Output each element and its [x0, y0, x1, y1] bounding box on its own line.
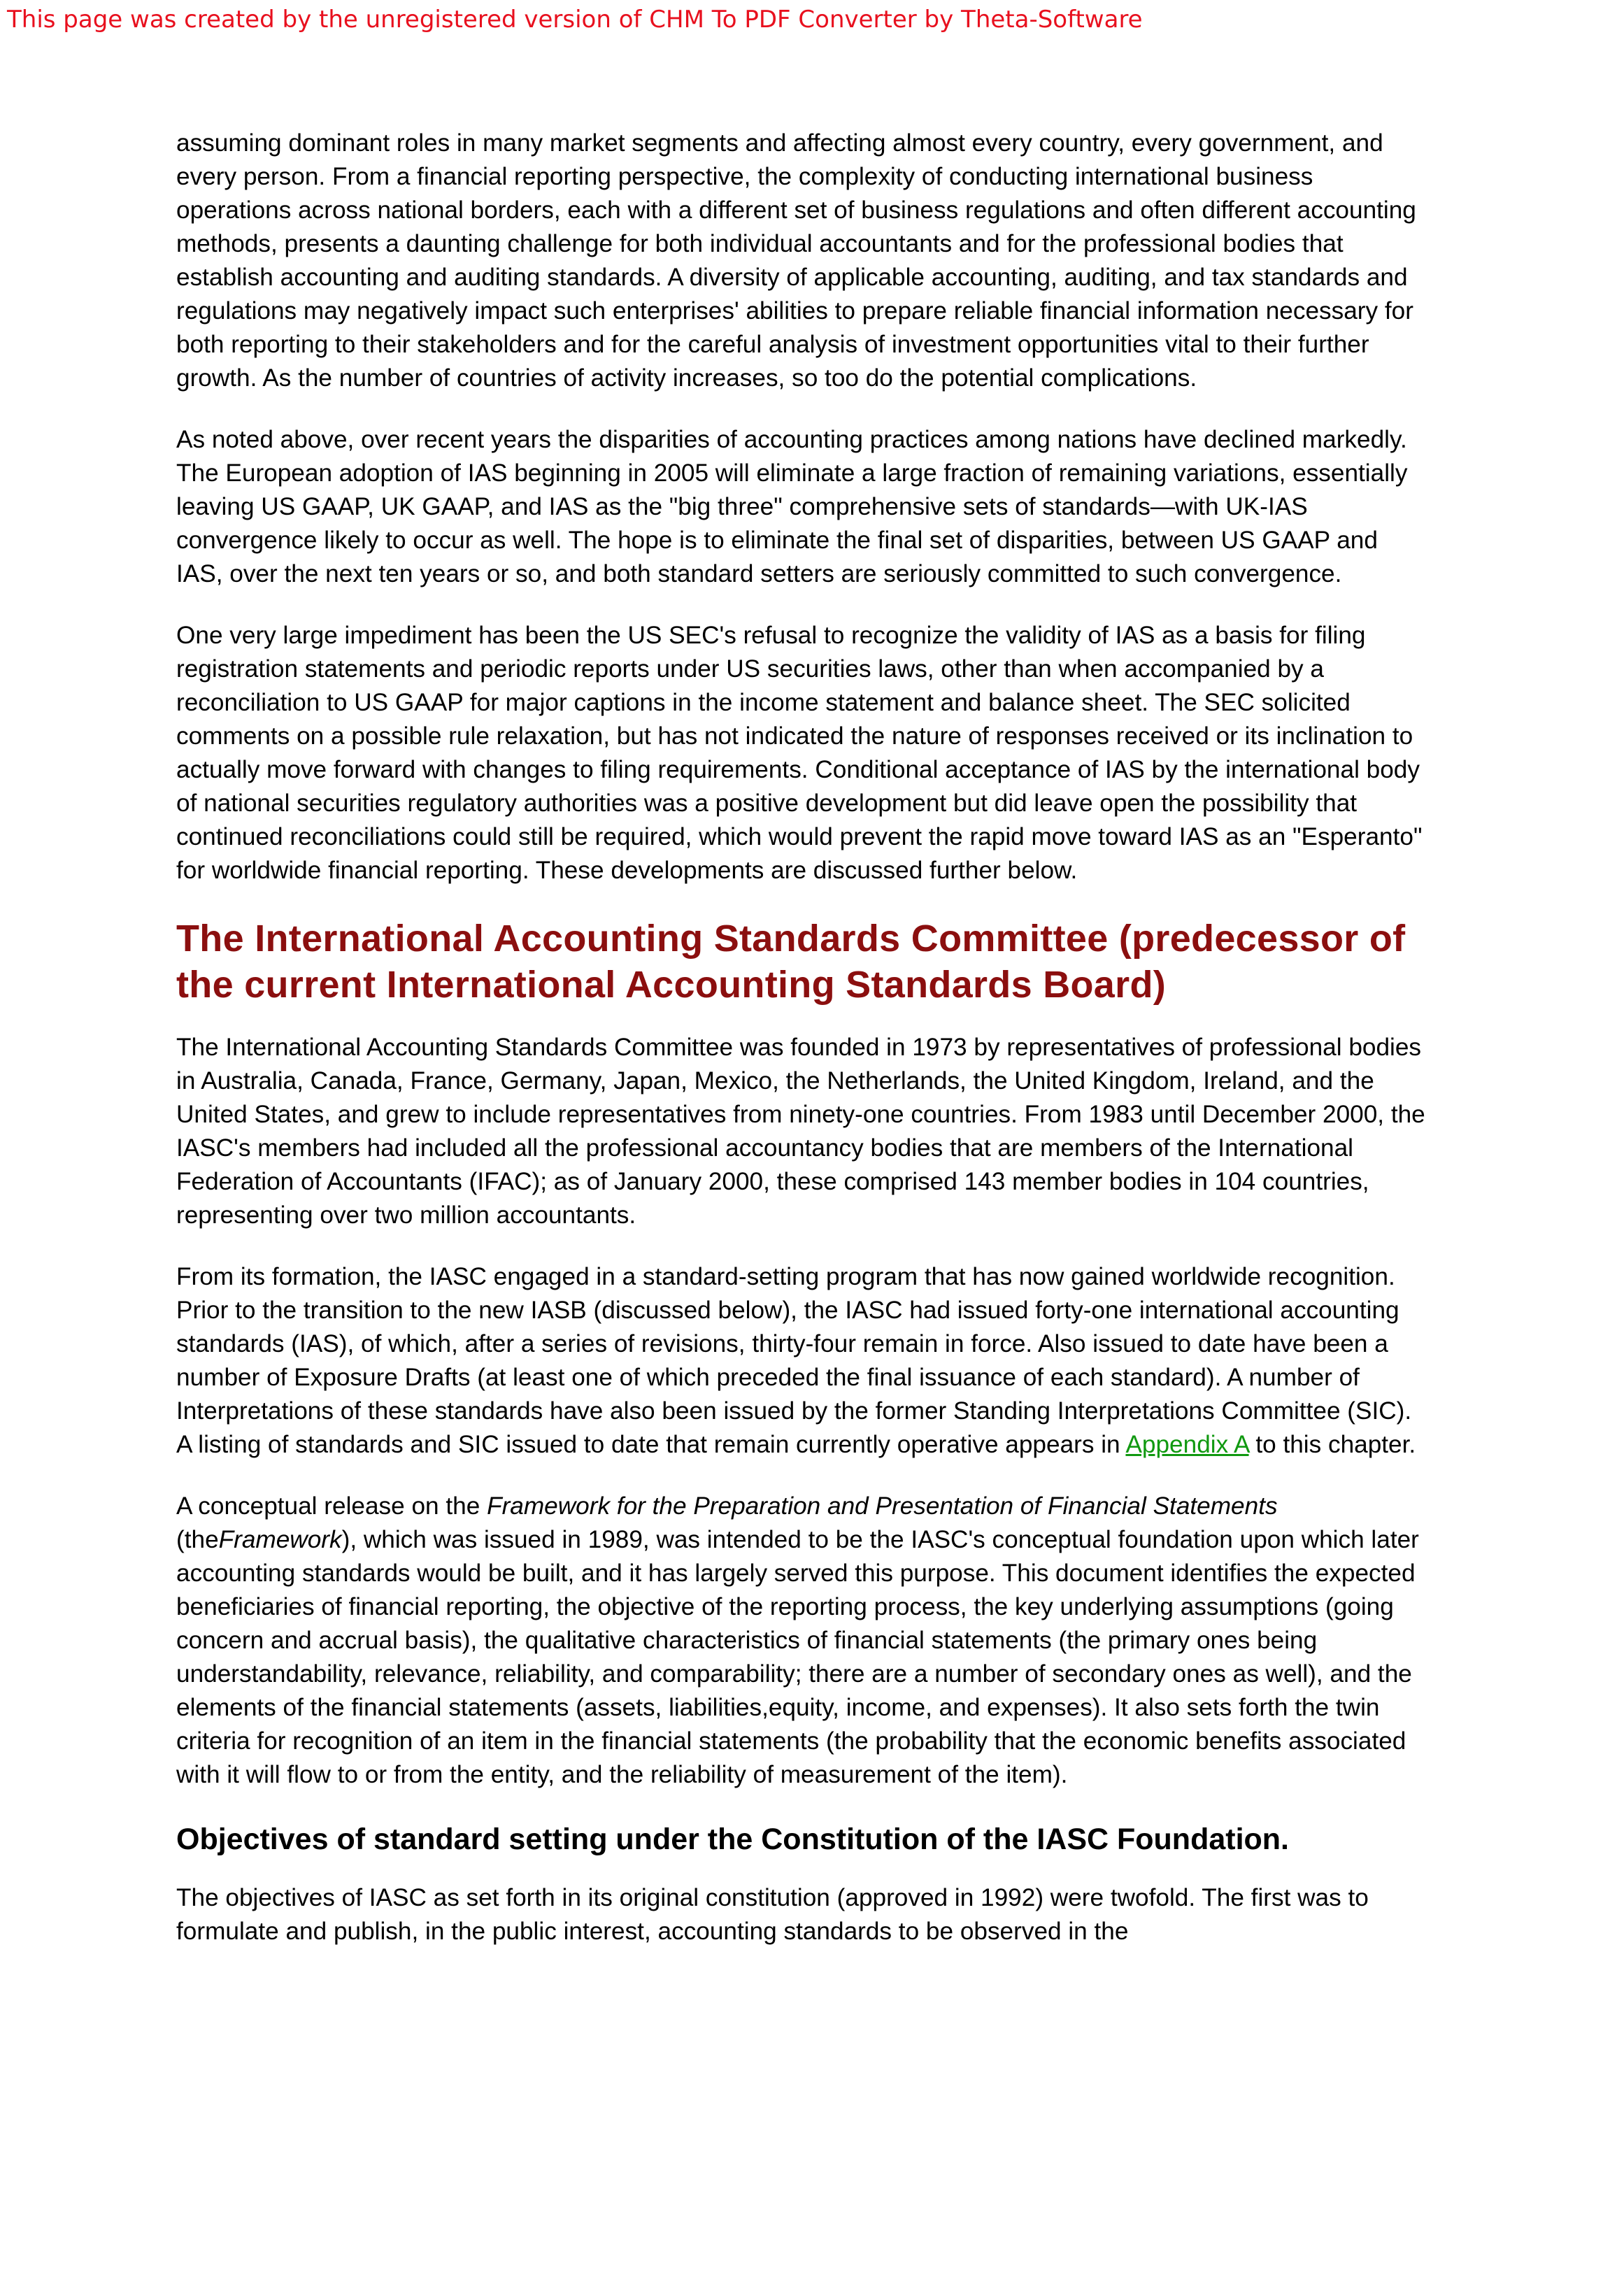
paragraph-text: to this chapter.: [1248, 1431, 1416, 1458]
paragraph-standard-setting-program: [176, 1260, 1428, 1462]
section-heading-iasc: The International Accounting Standards Committee (predecessor of the current International Accounting Standards Board): [176, 918, 1406, 1006]
paragraph-disparities-declined: As noted above, over recent years the disparities of accounting practices among nations have declined markedly. The European adoption of IAS beginning in 2005 will eliminate a large fraction of remaining variations, essentially leaving US GAAP, UK GAAP, and IAS as the "big three" comprehensive sets of standards—with UK-IAS convergence likely to occur as well. The hope is to eliminate the final set of disparities, between US GAAP and IAS, over the next ten years or so, and both standard setters are seriously committed to such convergence.: [176, 426, 1408, 587]
paragraph-sec-impediment: One very large impediment has been the US SEC's refusal to recognize the validity of IAS as a basis for filing registration statements and periodic reports under US securities laws, other than when accompanied by a reconciliation to US GAAP for major captions in the income statement and balance sheet. The SEC solicited comments on a possible rule relaxation, but has not indicated the nature of responses received or its inclination to actually move forward with changes to filing requirements. Conditional acceptance of IAS by the international body of national securities regulatory authorities was a positive development but did leave open the possibility that continued reconciliations could still be required, which would prevent the rapid move toward IAS as an "Esperanto" for worldwide financial reporting. These developments are discussed further below.: [176, 622, 1423, 884]
paragraph-conceptual-framework: [176, 1490, 1428, 1792]
document-body: [176, 127, 1428, 1976]
framework-short-italic: Framework: [218, 1526, 342, 1553]
appendix-a-link[interactable]: Appendix A: [1125, 1431, 1249, 1458]
paragraph-objectives: The objectives of IASC as set forth in its original constitution (approved in 1992) were twofold. The first was to formulate and publish, in the public interest, accounting standards to be observed in the: [176, 1884, 1369, 1945]
paragraph-iasc-founding: The International Accounting Standards Committee was founded in 1973 by representatives of professional bodies in Australia, Canada, France, Germany, Japan, Mexico, the Netherlands, the United Kingdom, Ireland, and the United States, and grew to include representatives from ninety-one countries. From 1983 until December 2000, the IASC's members had included all the professional accountancy bodies that are members of the International Federation of Accountants (IFAC); as of January 2000, these comprised 143 member bodies in 104 countries, representing over two million accountants.: [176, 1034, 1425, 1229]
paragraph-text: ), which was issued in 1989, was intended to be the IASC's conceptual foundation upon which later accounting standards would be built, and it has largely served this purpose. This document identifies the expected beneficiaries of financial reporting, the objective of the reporting process, the key underlying assumptions (going concern and accrual basis), the qualitative characteristics of financial statements (the primary ones being understandability, relevance, reliability, and comparability; there are a number of secondary ones as well), and the elements of the financial statements (assets, liabilities,equity, income, and expenses). It also sets forth the twin criteria for recognition of an item in the financial statements (the probability that the economic benefits associated with it will flow to or from the entity, and the reliability of measurement of the item).: [176, 1526, 1419, 1788]
framework-title-italic: Framework for the Preparation and Presentation of Financial Statements: [487, 1492, 1278, 1520]
paragraph-text: A conceptual release on the: [176, 1492, 487, 1520]
paragraph-text: (the: [176, 1526, 219, 1553]
subheading-objectives: Objectives of standard setting under the Constitution of the IASC Foundation.: [176, 1823, 1289, 1856]
paragraph-multinational-complexity: assuming dominant roles in many market segments and affecting almost every country, every government, and every person. From a financial reporting perspective, the complexity of conducting international business operations across national borders, each with a different set of business regulations and often different accounting methods, presents a daunting challenge for both individual accountants and for the professional bodies that establish accounting and auditing standards. A diversity of applicable accounting, auditing, and tax standards and regulations may negatively impact such enterprises' abilities to prepare reliable financial information necessary for both reporting to their stakeholders and for the careful analysis of investment opportunities vital to their further growth. As the number of countries of activity increases, so too do the potential complications.: [176, 129, 1416, 392]
paragraph-text: From its formation, the IASC engaged in a standard-setting program that has now gained worldwide recognition. Prior to the transition to the new IASB (discussed below), the IASC had issued forty-one international accounting standards (IAS), of which, after a series of revisions, thirty-four remain in force. Also issued to date have been a number of Exposure Drafts (at least one of which preceded the final issuance of each standard). A number of Interpretations of these standards have also been issued by the former Standing Interpretations Committee (SIC). A listing of standards and SIC issued to date that remain currently operative appears in: [176, 1263, 1412, 1458]
converter-watermark: This page was created by the unregistered version of CHM To PDF Converter by Theta-Software: [7, 6, 1143, 34]
